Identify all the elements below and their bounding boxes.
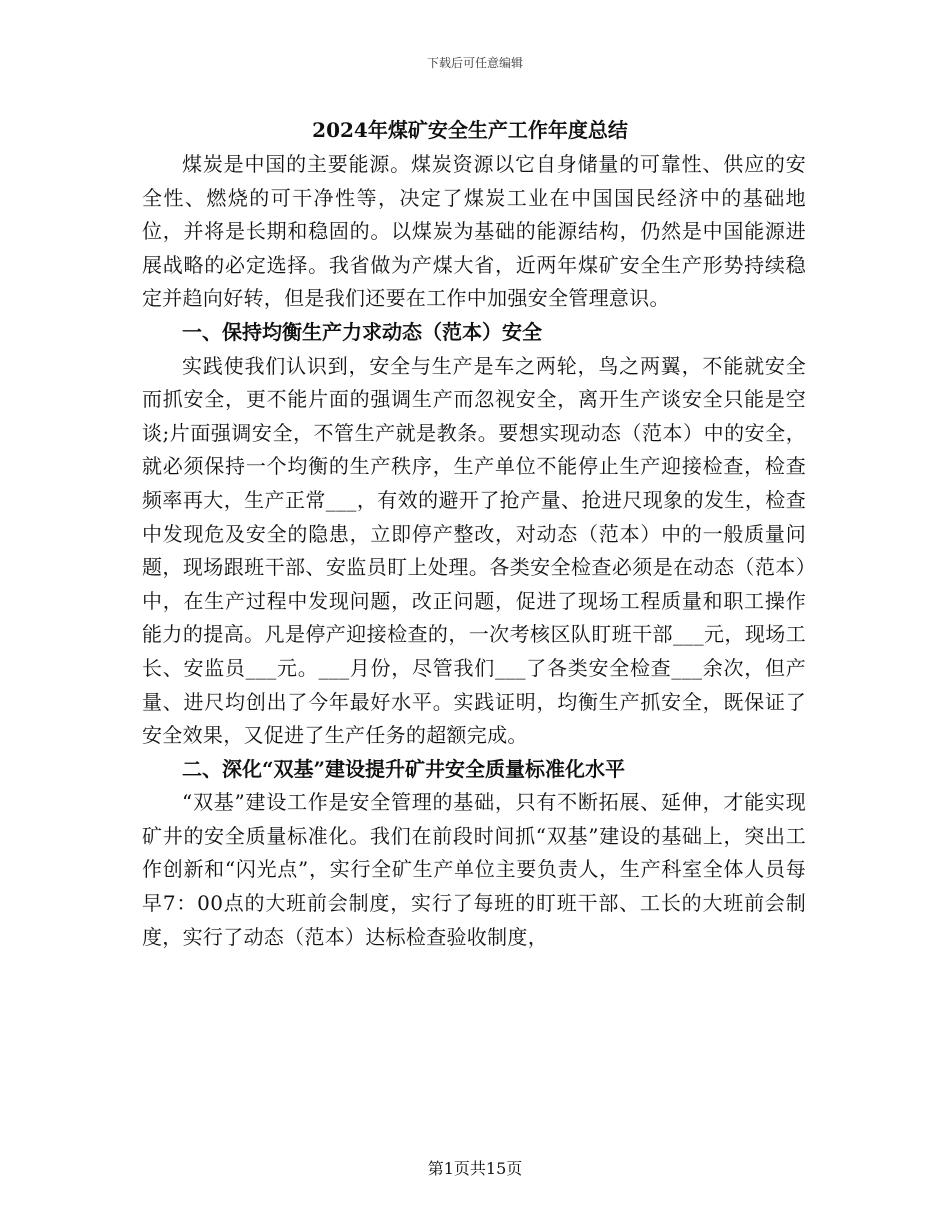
paragraph-section-1: 实践使我们认识到，安全与生产是车之两轮，鸟之两翼，不能就安全而抓安全，更不能片面的强调生产而忽视安全，离开生产谈安全只能是空谈;片面强调安全，不管生产就是教条。要想实现动态（范本）中的安全，就必须保持一个均衡的生产秩序，生产单位不能停止生产迎接检查，检查频率再大，生产正常___，有效的避开了抢产量、抢进尺现象的发生，检查中发现危及安全的隐患，立即停产整改，对动态（范本）中的一般质量问题，现场跟班干部、安监员盯上处理。各类安全检查必须是在动态（范本）中，在生产过程中发现问题，改正问题，促进了现场工程质量和职工操作能力的提高。凡是停产迎接检查的，一次考核区队盯班干部___元，现场工长、安监员___元。___月份，尽管我们___了各类安全检查___余次，但产量、进尺均创出了今年最好水平。实践证明，均衡生产抓安全，既保证了安全效果，又促进了生产任务的超额完成。	[142, 353, 806, 748]
paragraph-section-2: “双基”建设工作是安全管理的基础，只有不断拓展、延伸，才能实现矿井的安全质量标准化。我们在前段时间抓“双基”建设的基础上，突出工作创新和“闪光点”，实行全矿生产单位主要负责人，生产科室全体人员每早7：00点的大班前会制度，实行了每班的盯班干部、工长的大班前会制度，实行了动态（范本）达标检查验收制度，	[142, 790, 806, 949]
section-heading-1: 一、保持均衡生产力求动态（范本）安全	[182, 319, 542, 344]
document-body	[142, 148, 806, 954]
header-note: 下载后可任意编辑	[426, 56, 523, 70]
section-heading-2: 二、深化“双基”建设提升矿井安全质量标准化水平	[182, 756, 626, 781]
page-footer: 第1页共15页	[427, 1159, 523, 1178]
paragraph-intro: 煤炭是中国的主要能源。煤炭资源以它自身储量的可靠性、供应的安全性、燃烧的可干净性等，决定了煤炭工业在中国国民经济中的基础地位，并将是长期和稳固的。以煤炭为基础的能源结构，仍然是中国能源进展战略的必定选择。我省做为产煤大省，近两年煤矿安全生产形势持续稳定并趋向好转，但是我们还要在工作中加强安全管理意识。	[142, 152, 806, 311]
document-title: 2024年煤矿安全生产工作年度总结	[312, 118, 628, 142]
